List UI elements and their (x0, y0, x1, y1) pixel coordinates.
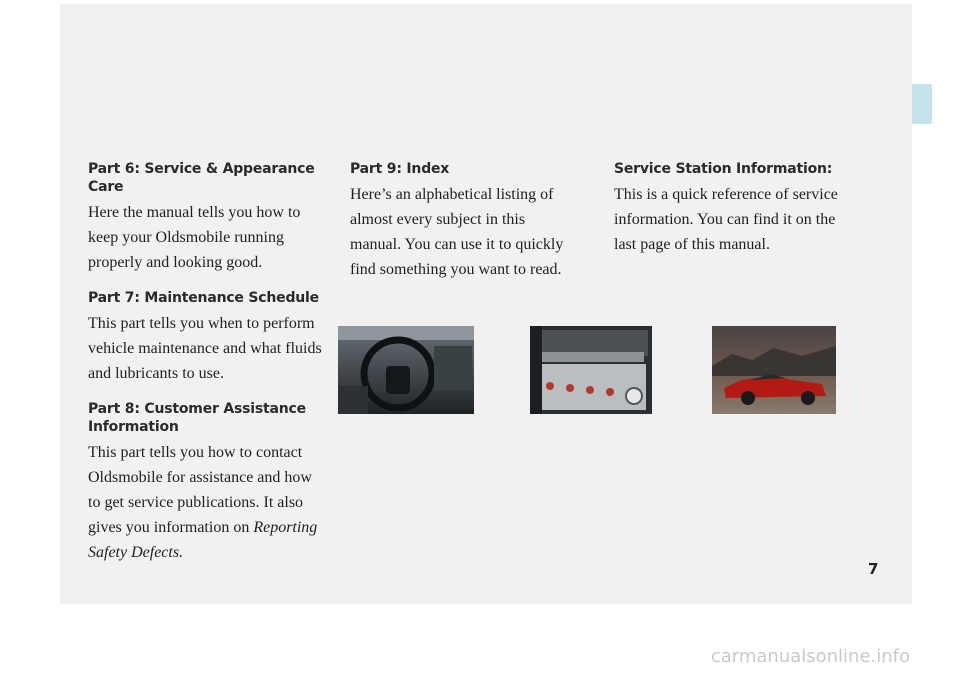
section-heading-part9: Part 9: Index (350, 161, 450, 177)
page-number: 7 (868, 560, 879, 578)
section-body-part7: This part tells you when to perform vehicle maintenance and what fluids and lubricants to use. (88, 315, 322, 382)
section-body-part6: Here the manual tells you how to keep your Oldsmobile running properly and looking good. (88, 204, 301, 271)
middle-column (350, 160, 580, 296)
section-body-part9: Here’s an alphabetical listing of almost every subject in this manual. You can use it to quickly find something you want to read. (350, 186, 564, 278)
section-heading-part7: Part 7: Maintenance Schedule (88, 290, 319, 306)
photo-red-car (712, 326, 836, 414)
photo-engine (530, 326, 652, 414)
section-tab (912, 84, 932, 124)
right-column (614, 160, 844, 271)
left-column (88, 160, 328, 579)
section-body-part8 (88, 440, 328, 565)
photo-steering-wheel (338, 326, 474, 414)
watermark: carmanualsonline.info (710, 646, 910, 667)
section-heading-part8: Part 8: Customer Assistance Information (88, 401, 306, 435)
section-heading-service-station: Service Station Information: (614, 161, 833, 177)
section-heading-part6: Part 6: Service & Appearance Care (88, 161, 315, 195)
section-body-part8-italic: Reporting Safety Defects. (88, 519, 318, 561)
section-body-part8-text: This part tells you how to contact Oldsmobile for assistance and how to get service publications. It also gives you information on (88, 444, 312, 536)
section-body-service-station: This is a quick reference of service information. You can find it on the last page of this manual. (614, 186, 838, 253)
